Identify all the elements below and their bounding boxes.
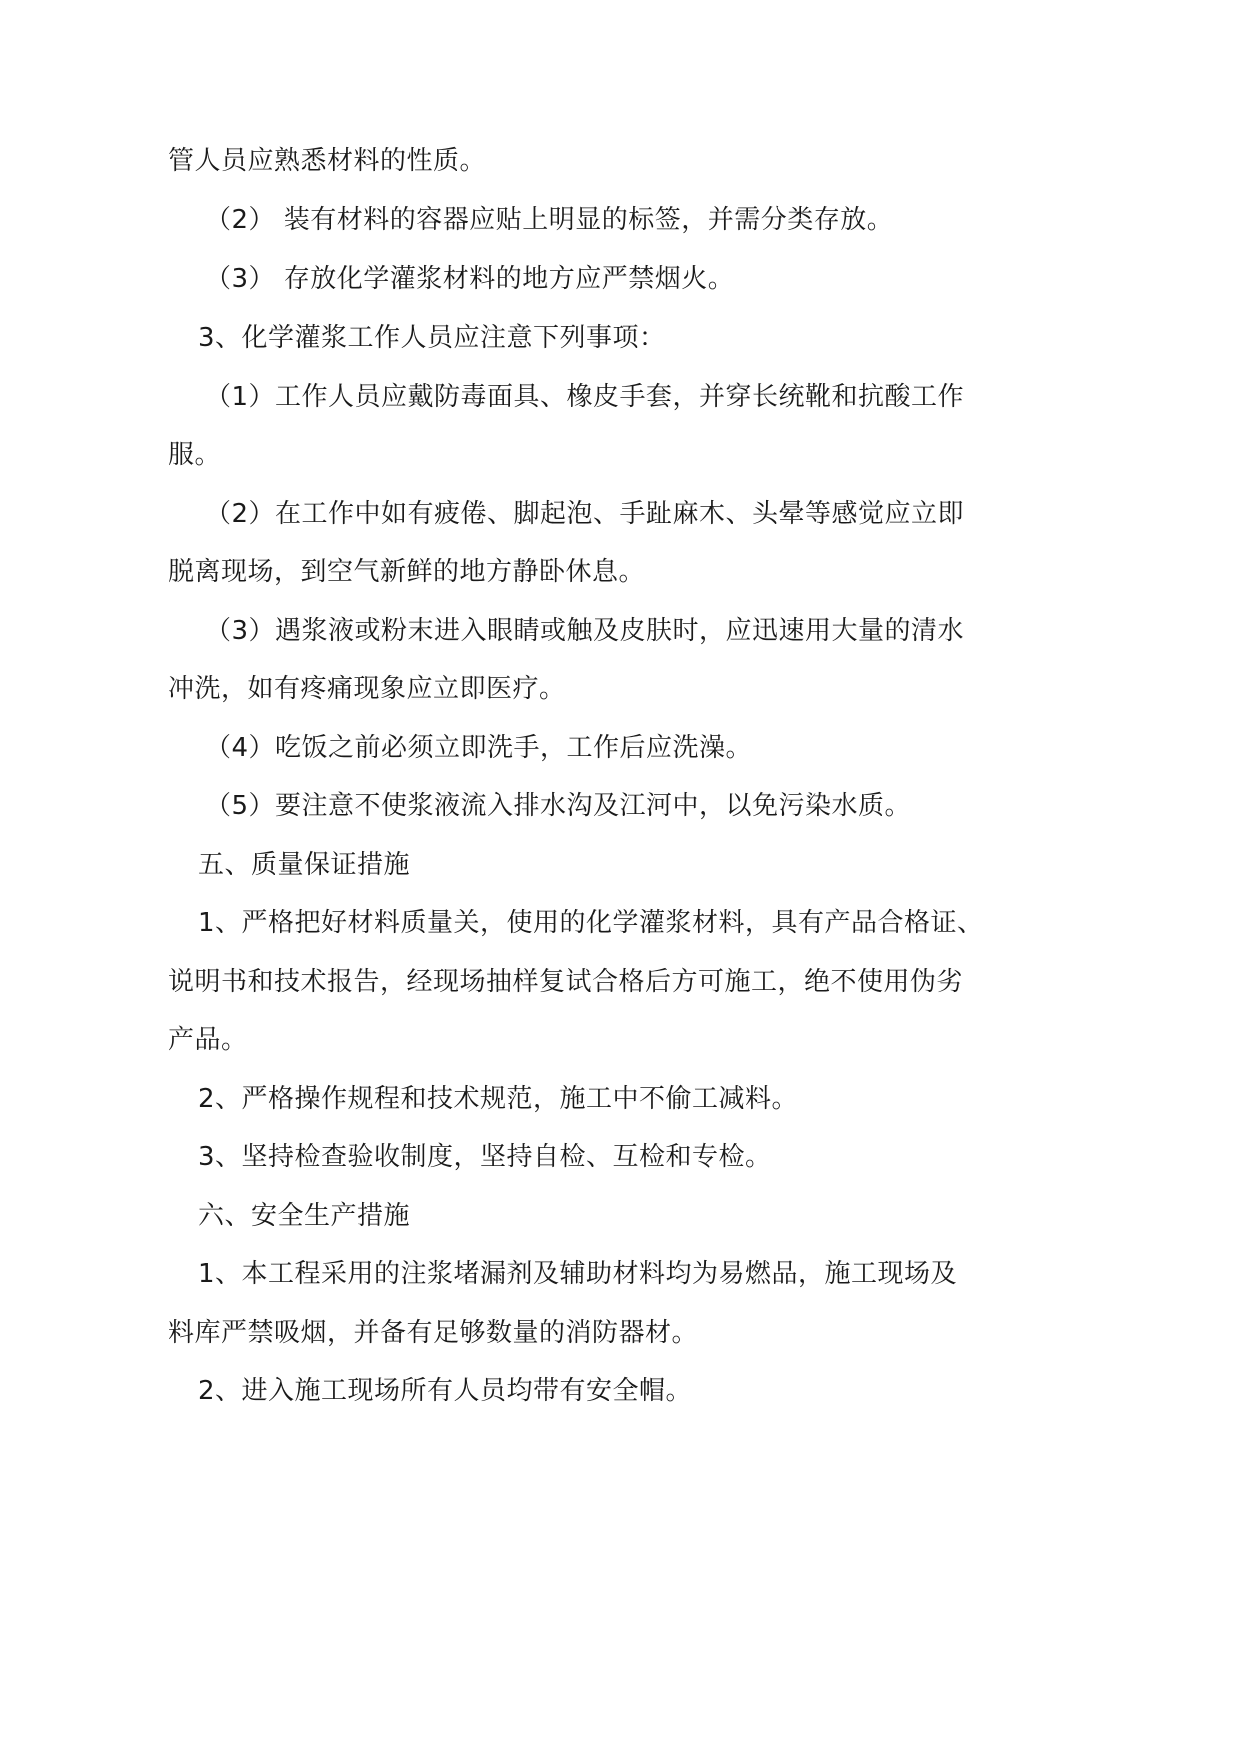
section-heading: 五、质量保证措施 [198,850,411,880]
text-line: 管人员应熟悉材料的性质。 [168,146,487,176]
text-line: （5）要注意不使浆液流入排水沟及江河中，以免污染水质。 [205,791,912,821]
text-line: （1）工作人员应戴防毒面具、橡皮手套，并穿长统靴和抗酸工作 [205,382,965,412]
section-heading: 六、安全生产措施 [198,1201,411,1231]
text-line: 3、坚持检查验收制度，坚持自检、互检和专检。 [198,1142,772,1172]
text-line: 脱离现场，到空气新鲜的地方静卧休息。 [168,557,646,587]
text-line: （2）在工作中如有疲倦、脚起泡、手趾麻木、头晕等感觉应立即 [205,499,965,529]
text-line: 冲洗，如有疼痛现象应立即医疗。 [168,674,566,704]
text-line: 2、进入施工现场所有人员均带有安全帽。 [198,1376,693,1406]
text-line: （2） 装有材料的容器应贴上明显的标签，并需分类存放。 [205,205,894,235]
text-line: 说明书和技术报告，经现场抽样复试合格后方可施工，绝不使用伪劣 [168,967,964,997]
text-line: （3）遇浆液或粉末进入眼睛或触及皮肤时，应迅速用大量的清水 [205,616,965,646]
text-line: 服。 [168,440,222,470]
text-line: 2、严格操作规程和技术规范，施工中不偷工减料。 [198,1084,799,1114]
text-line: （3） 存放化学灌浆材料的地方应严禁烟火。 [205,264,735,294]
text-line: 料库严禁吸烟，并备有足够数量的消防器材。 [168,1318,699,1348]
text-line: 1、本工程采用的注浆堵漏剂及辅助材料均为易燃品，施工现场及 [198,1259,958,1289]
text-line: 1、严格把好材料质量关，使用的化学灌浆材料，具有产品合格证、 [198,908,984,938]
text-line: （4）吃饭之前必须立即洗手，工作后应洗澡。 [205,733,753,763]
text-line: 产品。 [168,1025,248,1055]
text-line: 3、化学灌浆工作人员应注意下列事项： [198,323,666,353]
